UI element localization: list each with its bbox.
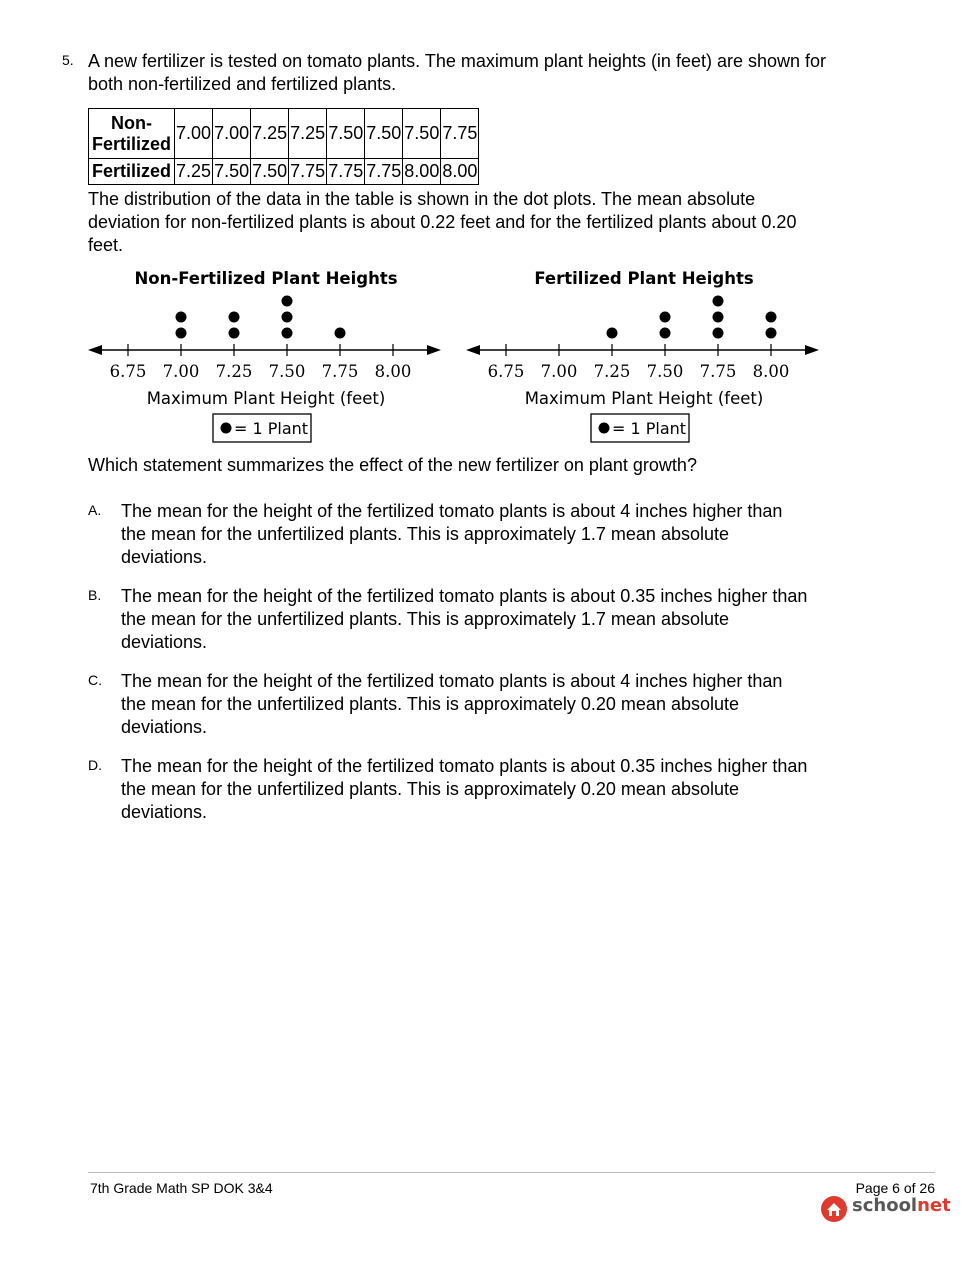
plot-dot <box>607 328 618 339</box>
tick-label: 6.75 <box>109 362 147 381</box>
description-text: The distribution of the data in the table is shown in the dot plots. The mean absolute deviation for non-fertilized plants is about 0.22 feet and for the fertilized plants about 0.20 feet. <box>88 189 797 255</box>
axis-label: Maximum Plant Height (feet) <box>146 389 386 408</box>
plot-dot <box>660 328 671 339</box>
axis-label: Maximum Plant Height (feet) <box>524 389 764 408</box>
axis-arrow-right <box>427 345 441 355</box>
legend-dot <box>599 423 610 434</box>
option-text: The mean for the height of the fertilized tomato plants is about 0.35 inches higher than the mean for the unfertilized plants. This is approximately 0.20 mean absolute deviations. <box>121 756 808 822</box>
plot-dot <box>335 328 346 339</box>
tick-label: 7.50 <box>268 362 306 381</box>
plot-dot <box>713 312 724 323</box>
data-table <box>88 108 479 185</box>
tick-label: 6.75 <box>487 362 525 381</box>
axis-arrow-left <box>88 345 102 355</box>
plot-dot <box>713 328 724 339</box>
legend-dot <box>221 423 232 434</box>
option-letter: A. <box>88 502 102 518</box>
schoolnet-logo <box>852 1195 951 1216</box>
tick-label: 7.75 <box>321 362 359 381</box>
option-text: The mean for the height of the fertilized tomato plants is about 4 inches higher than the mean for the unfertilized plants. This is approximately 1.7 mean absolute deviations. <box>121 501 783 567</box>
table-cell: 7.25 <box>251 109 289 159</box>
option-letter: C. <box>88 672 102 688</box>
question-text: A new fertilizer is tested on tomato plants. The maximum plant heights (in feet) are shown for both non-fertilized and fertilized plants. <box>88 51 827 94</box>
tick-label: 7.50 <box>646 362 684 381</box>
table-cell: 7.25 <box>289 109 327 159</box>
plot-dot <box>282 296 293 307</box>
table-cell: 7.50 <box>365 109 403 159</box>
row-label-non-fertilized-line-1: Non- <box>111 112 152 133</box>
tick-label: 7.25 <box>215 362 253 381</box>
option-letter: D. <box>88 757 102 773</box>
table-cell: 7.00 <box>213 109 251 159</box>
logo-text-net: net <box>917 1195 951 1216</box>
row-label-fertilized: Fertilized <box>89 159 175 185</box>
plot-dot <box>660 312 671 323</box>
legend-label: = 1 Plant <box>612 419 687 438</box>
tick-label: 7.25 <box>593 362 631 381</box>
question-prompt: Which statement summarizes the effect of the new fertilizer on plant growth? <box>88 455 697 475</box>
table-cell: 7.50 <box>403 109 441 159</box>
table-cell: 7.25 <box>175 159 213 185</box>
dot-plot-fertilized <box>464 262 824 448</box>
plot-dot <box>766 328 777 339</box>
table-cell: 7.75 <box>365 159 403 185</box>
axis-arrow-left <box>466 345 480 355</box>
plot-dot <box>766 312 777 323</box>
table-cell: 7.00 <box>175 109 213 159</box>
table-cell: 7.50 <box>251 159 289 185</box>
plot-title: Fertilized Plant Heights <box>534 269 754 288</box>
tick-label: 7.00 <box>540 362 578 381</box>
logo-text-school: school <box>852 1195 918 1216</box>
axis-arrow-right <box>805 345 819 355</box>
schoolnet-logo-icon <box>820 1194 848 1224</box>
table-cell: 7.75 <box>441 109 479 159</box>
table-cell: 7.75 <box>327 159 365 185</box>
table-cell: 7.50 <box>327 109 365 159</box>
table-cell: 8.00 <box>441 159 479 185</box>
plot-dot <box>282 328 293 339</box>
legend-label: = 1 Plant <box>234 419 309 438</box>
row-label-non-fertilized <box>89 109 175 159</box>
table-row-non-fertilized <box>89 109 479 159</box>
option-text: The mean for the height of the fertilized tomato plants is about 4 inches higher than the mean for the unfertilized plants. This is approximately 0.20 mean absolute deviations. <box>121 671 783 737</box>
plot-dot <box>229 312 240 323</box>
tick-label: 7.75 <box>699 362 737 381</box>
footer-course-title: 7th Grade Math SP DOK 3&4 <box>90 1180 273 1196</box>
tick-label: 8.00 <box>374 362 412 381</box>
dot-plot-non-fertilized <box>86 262 446 448</box>
option-text: The mean for the height of the fertilized tomato plants is about 0.35 inches higher than the mean for the unfertilized plants. This is approximately 1.7 mean absolute deviations. <box>121 586 808 652</box>
plot-title: Non-Fertilized Plant Heights <box>134 269 398 288</box>
tick-label: 8.00 <box>752 362 790 381</box>
plot-dot <box>176 312 187 323</box>
plot-dot <box>229 328 240 339</box>
plot-dot <box>713 296 724 307</box>
table-cell: 7.75 <box>289 159 327 185</box>
row-label-non-fertilized-line-2: Fertilized <box>92 133 172 154</box>
footer-page-number: Page 6 of 26 <box>855 1180 935 1196</box>
tick-label: 7.00 <box>162 362 200 381</box>
plot-dot <box>176 328 187 339</box>
plot-dot <box>282 312 293 323</box>
footer-divider <box>88 1172 935 1173</box>
table-cell: 7.50 <box>213 159 251 185</box>
option-letter: B. <box>88 587 102 603</box>
question-number: 5. <box>62 52 74 68</box>
table-cell: 8.00 <box>403 159 441 185</box>
table-row-fertilized <box>89 159 479 185</box>
